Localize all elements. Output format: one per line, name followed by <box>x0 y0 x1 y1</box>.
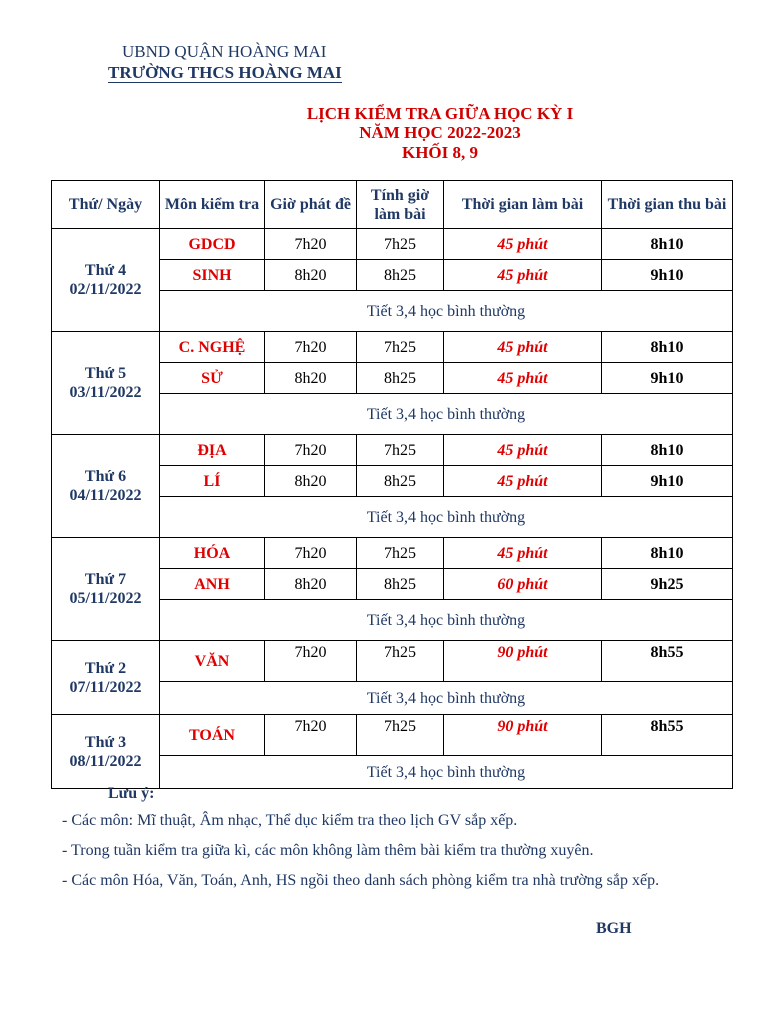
subject-cell: GDCD <box>160 229 265 260</box>
collect-time-cell: 8h10 <box>602 435 733 466</box>
issue-time-cell: 7h20 <box>265 229 357 260</box>
school-name <box>108 63 342 83</box>
note-cell: Tiết 3,4 học bình thường <box>160 394 733 435</box>
issue-time-cell: 8h20 <box>265 466 357 497</box>
start-time-cell: 7h25 <box>357 332 444 363</box>
header-start-time: Tính giờ làm bài <box>357 181 444 229</box>
issue-time-cell: 7h20 <box>265 715 357 756</box>
collect-time-cell: 8h55 <box>602 715 733 756</box>
day-date: 07/11/2022 <box>69 678 142 696</box>
start-time-cell: 8h25 <box>357 260 444 291</box>
duration-cell: 45 phút <box>444 229 602 260</box>
table-row <box>52 229 733 260</box>
exam-schedule-table <box>51 180 733 789</box>
district-name: UBND QUẬN HOÀNG MAI <box>122 42 327 61</box>
subject-cell: ĐỊA <box>160 435 265 466</box>
start-time-cell: 7h25 <box>357 641 444 682</box>
subject-cell: C. NGHỆ <box>160 332 265 363</box>
notes-label: Lưu ý: <box>108 785 155 802</box>
header-subject: Môn kiểm tra <box>160 181 265 229</box>
issue-time-cell: 7h20 <box>265 332 357 363</box>
signature-label: BGH <box>596 920 632 937</box>
note-cell: Tiết 3,4 học bình thường <box>160 756 733 789</box>
subject-cell: VĂN <box>160 641 265 682</box>
issue-time-cell: 8h20 <box>265 569 357 600</box>
issue-time-cell: 7h20 <box>265 435 357 466</box>
day-name: Thứ 5 <box>84 365 127 382</box>
day-cell <box>52 435 160 538</box>
subject-cell: LÍ <box>160 466 265 497</box>
collect-time-cell: 9h10 <box>602 466 733 497</box>
day-name: Thứ 7 <box>84 571 127 588</box>
note-cell: Tiết 3,4 học bình thường <box>160 291 733 332</box>
document-title: LỊCH KIỂM TRA GIỮA HỌC KỲ I <box>306 104 574 123</box>
header-collect-time: Thời gian thu bài <box>602 181 733 229</box>
subject-cell: ANH <box>160 569 265 600</box>
header-issue-time: Giờ phát đề <box>265 181 357 229</box>
collect-time-cell: 8h55 <box>602 641 733 682</box>
duration-cell: 45 phút <box>444 332 602 363</box>
collect-time-cell: 9h10 <box>602 260 733 291</box>
day-date: 04/11/2022 <box>69 487 142 504</box>
issue-time-cell: 7h20 <box>265 538 357 569</box>
collect-time-cell: 9h25 <box>602 569 733 600</box>
start-time-cell: 7h25 <box>357 435 444 466</box>
duration-cell: 60 phút <box>444 569 602 600</box>
day-date: 05/11/2022 <box>69 590 142 607</box>
school-year: NĂM HỌC 2022-2023 <box>359 123 521 142</box>
start-time-cell: 8h25 <box>357 466 444 497</box>
day-name: Thứ 2 <box>84 659 127 677</box>
day-cell <box>52 332 160 435</box>
day-name: Thứ 3 <box>84 733 127 751</box>
note-item: - Các môn Hóa, Văn, Toán, Anh, HS ngồi theo danh sách phòng kiểm tra nhà trường sắp xếp. <box>62 872 660 889</box>
start-time-cell: 8h25 <box>357 569 444 600</box>
school-name-text: TRƯỜNG THCS HOÀNG MAI <box>108 63 342 82</box>
day-date: 08/11/2022 <box>69 752 142 770</box>
day-name: Thứ 4 <box>84 262 127 279</box>
start-time-cell: 8h25 <box>357 363 444 394</box>
duration-cell: 90 phút <box>444 641 602 682</box>
collect-time-cell: 8h10 <box>602 332 733 363</box>
start-time-cell: 7h25 <box>357 229 444 260</box>
issue-time-cell: 8h20 <box>265 260 357 291</box>
duration-cell: 45 phút <box>444 260 602 291</box>
day-cell <box>52 641 160 715</box>
day-name: Thứ 6 <box>84 468 127 485</box>
table-header-row <box>52 181 733 229</box>
subject-cell: SỬ <box>160 363 265 394</box>
duration-cell: 45 phút <box>444 435 602 466</box>
table-row <box>52 435 733 466</box>
collect-time-cell: 8h10 <box>602 229 733 260</box>
day-cell <box>52 715 160 789</box>
subject-cell: TOÁN <box>160 715 265 756</box>
table-row <box>52 332 733 363</box>
note-item: - Các môn: Mĩ thuật, Âm nhạc, Thể dục kiểm tra theo lịch GV sắp xếp. <box>62 812 518 829</box>
issue-time-cell: 7h20 <box>265 641 357 682</box>
header-day: Thứ/ Ngày <box>52 181 160 229</box>
duration-cell: 45 phút <box>444 466 602 497</box>
header-duration: Thời gian làm bài <box>444 181 602 229</box>
subject-cell: HÓA <box>160 538 265 569</box>
duration-cell: 45 phút <box>444 363 602 394</box>
note-cell: Tiết 3,4 học bình thường <box>160 600 733 641</box>
day-date: 02/11/2022 <box>69 281 142 298</box>
day-cell <box>52 229 160 332</box>
grade-level: KHỐI 8, 9 <box>401 143 479 162</box>
table-row <box>52 715 733 756</box>
day-date: 03/11/2022 <box>69 384 142 401</box>
issue-time-cell: 8h20 <box>265 363 357 394</box>
note-cell: Tiết 3,4 học bình thường <box>160 497 733 538</box>
subject-cell: SINH <box>160 260 265 291</box>
table-row <box>52 641 733 682</box>
collect-time-cell: 8h10 <box>602 538 733 569</box>
table-row <box>52 538 733 569</box>
start-time-cell: 7h25 <box>357 538 444 569</box>
note-item: - Trong tuần kiểm tra giữa kì, các môn không làm thêm bài kiểm tra thường xuyên. <box>62 842 594 859</box>
note-cell: Tiết 3,4 học bình thường <box>160 682 733 715</box>
notes-list <box>62 808 659 898</box>
start-time-cell: 7h25 <box>357 715 444 756</box>
collect-time-cell: 9h10 <box>602 363 733 394</box>
duration-cell: 45 phút <box>444 538 602 569</box>
day-cell <box>52 538 160 641</box>
duration-cell: 90 phút <box>444 715 602 756</box>
